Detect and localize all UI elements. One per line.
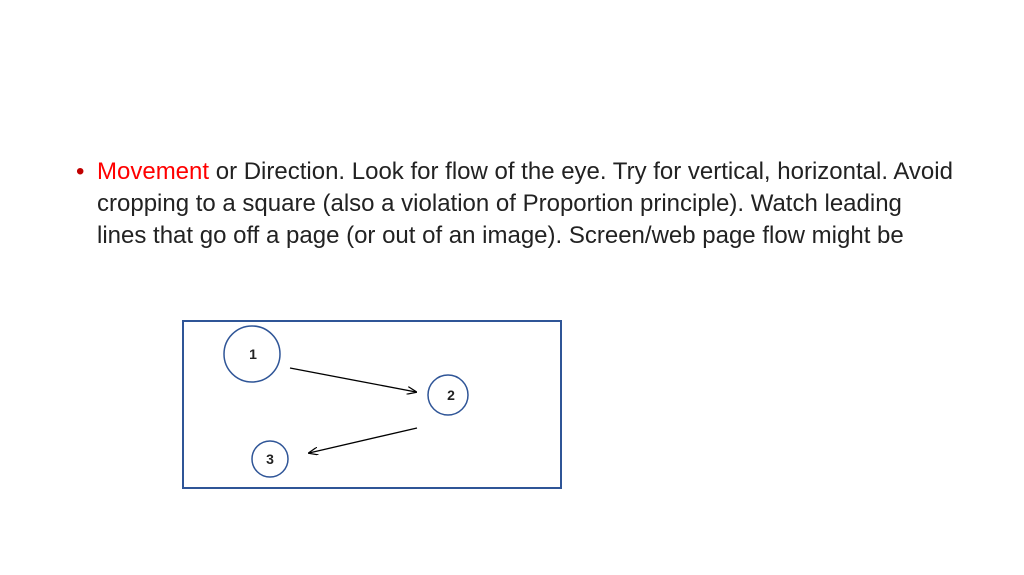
arrow-1-to-2	[290, 368, 416, 392]
arrow-2-to-3	[309, 428, 417, 453]
node-1-label: 1	[249, 346, 257, 362]
bullet-text	[97, 156, 956, 252]
bullet-item	[76, 156, 956, 252]
node-3-label: 3	[266, 451, 274, 467]
highlight-word: Movement	[97, 158, 210, 185]
bullet-body-text: or Direction. Look for flow of the eye. Try for vertical, horizontal. Avoid cropping to a square (also a violation of Proportion principle). Watch leading lines that go off a page (or out of an image). Screen/web page flow might be	[97, 158, 953, 249]
bullet-marker: •	[76, 158, 85, 185]
flow-diagram-svg	[184, 322, 564, 491]
eye-flow-diagram	[182, 320, 562, 489]
node-2-label: 2	[447, 387, 455, 403]
